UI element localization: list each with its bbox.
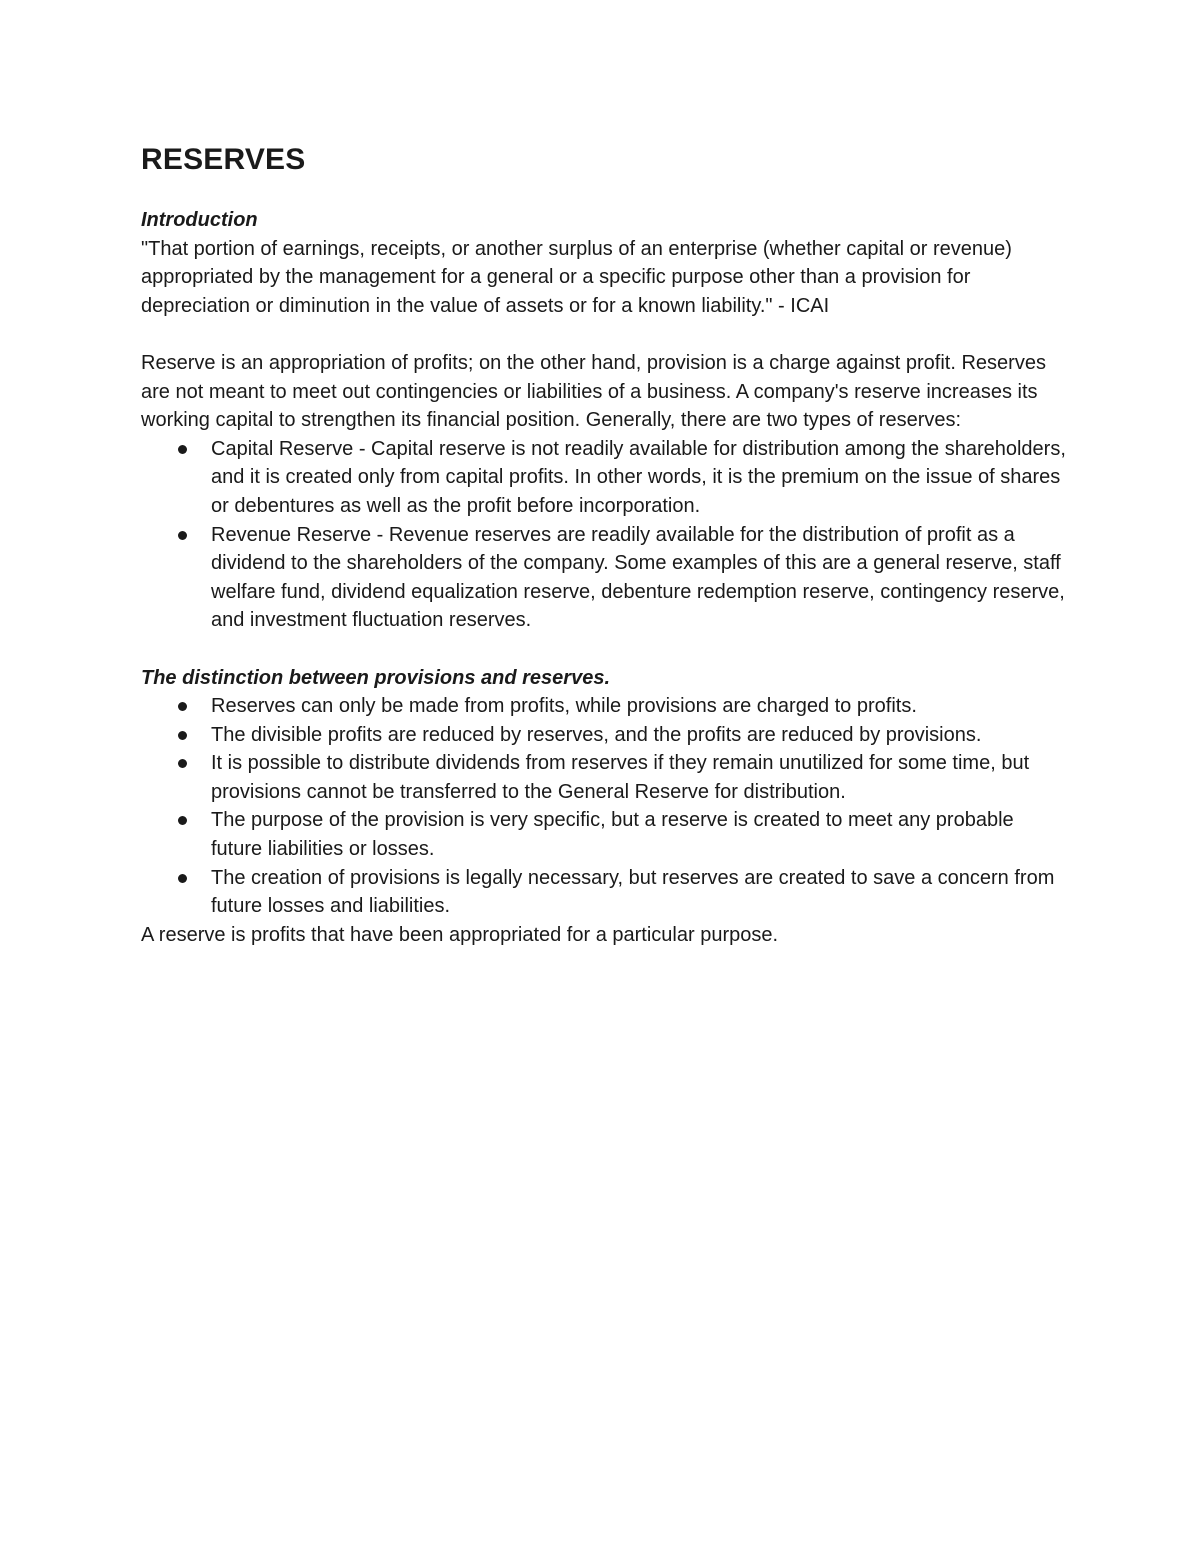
document-page [141,138,1066,949]
list-item [211,692,1066,721]
list-item-text: The divisible profits are reduced by reserves, and the profits are reduced by provisions. [211,723,982,746]
list-item [211,721,1066,750]
intro-heading: Introduction [141,209,258,231]
spacer [141,635,1066,664]
bullet-icon [178,445,187,454]
bullet-icon [178,731,187,740]
closing-paragraph: A reserve is profits that have been appropriated for a particular purpose. [141,923,779,946]
list-item [211,749,1066,806]
bullet-icon [178,874,187,883]
distinction-heading: The distinction between provisions and reserves. [141,666,611,689]
list-item-text: The purpose of the provision is very specific, but a reserve is created to meet any probable future liabilities or losses. [211,809,1014,861]
list-item-text: Capital Reserve - Capital reserve is not readily available for distribution among the shareholders, and it is created only from capital profits. In other words, it is the premium on the issue of shares or debentures as well as the profit before incorporation. [211,437,1066,517]
list-item-text: The creation of provisions is legally necessary, but reserves are created to save a concern from future losses and liabilities. [211,866,1055,918]
list-item-text: It is possible to distribute dividends from reserves if they remain unutilized for some time, but provisions cannot be transferred to the General Reserve for distribution. [211,752,1030,803]
bullet-icon [178,816,187,825]
reserve-paragraph: Reserve is an appropriation of profits; on the other hand, provision is a charge against profit. Reserves are not meant to meet out contingencies or liabilities of a business. A company's reserve increases its working capital to strengthen its financial position. Generally, there are two types of reserves: [141,351,1046,432]
intro-quote: "That portion of earnings, receipts, or another surplus of an enterprise (whether capital or revenue) appropriated by the management for a general or a specific purpose other than a provision for depreciation or diminution in the value of assets or for a known liability." - ICAI [141,237,1012,317]
bullet-icon [178,759,187,768]
list-item-text: Reserves can only be made from profits, while provisions are charged to profits. [211,695,917,718]
list-item [211,521,1066,635]
list-item [211,864,1066,921]
list-item-text: Revenue Reserve - Revenue reserves are readily available for the distribution of profit as a dividend to the shareholders of the company. Some examples of this are a general reserve, staff welfare fund, dividend equalization reserve, debenture redemption reserve, contingency reserve, and investment fluctuation reserves. [211,523,1065,632]
list-item [211,806,1066,863]
spacer [141,182,1066,206]
distinction-list [141,692,1066,921]
list-item [211,435,1066,521]
bullet-icon [178,702,187,711]
spacer [141,320,1066,349]
document-title: RESERVES [141,143,306,176]
bullet-icon [178,531,187,540]
reserve-types-list [141,435,1066,635]
